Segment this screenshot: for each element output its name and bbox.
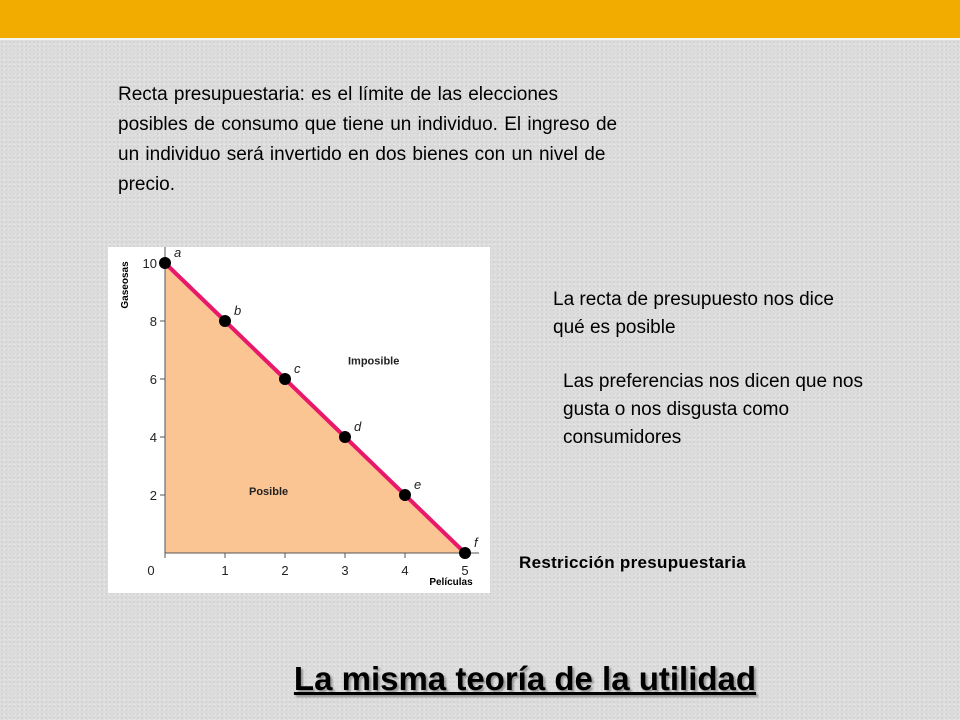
data-point-label-f: f: [474, 535, 478, 550]
x-tick-label: 5: [461, 563, 469, 578]
data-point-label-c: c: [294, 361, 301, 376]
x-axis-label: Películas: [429, 577, 473, 588]
chart-caption: Restricción presupuestaria: [519, 553, 746, 572]
data-point-c: [279, 373, 291, 385]
preferences-note: Las preferencias nos dicen que nos gusta o nos disgusta como consumidores: [563, 371, 863, 448]
budget-chart: [108, 247, 490, 593]
data-point-label-e: e: [414, 477, 422, 492]
region-label-imposible: Imposible: [348, 355, 400, 368]
x-tick-label: 4: [401, 563, 409, 578]
x-tick-label: 3: [341, 563, 349, 578]
data-point-label-a: a: [174, 247, 182, 260]
data-point-label-b: b: [234, 303, 242, 318]
x-tick-label: 0: [147, 563, 155, 578]
intro-text: Recta presupuestaria: es el límite de las elecciones posibles de consumo que tiene un individuo. El ingreso de un individuo será invertido en dos bienes con un nivel de precio.: [118, 84, 618, 195]
data-point-a: [159, 257, 171, 269]
slide-title: La misma teoría de la utilidad: [293, 660, 757, 697]
data-point-f: [459, 547, 471, 559]
data-point-e: [399, 489, 411, 501]
data-point-label-d: d: [354, 419, 362, 434]
data-point-b: [219, 315, 231, 327]
header-divider: [0, 38, 960, 40]
region-label-posible: Posible: [249, 486, 289, 498]
x-tick-label: 1: [221, 563, 229, 578]
y-tick-label: 6: [149, 372, 157, 387]
y-tick-label: 2: [149, 488, 157, 503]
header-bar: [0, 0, 960, 38]
budget-line-note: La recta de presupuesto nos dice qué es posible: [553, 289, 834, 338]
y-axis-label: Gaseosas: [120, 261, 131, 309]
y-tick-label: 4: [149, 430, 157, 445]
data-point-d: [339, 431, 351, 443]
budget-chart-panel: [108, 247, 490, 593]
y-tick-label: 8: [149, 314, 157, 329]
x-tick-label: 2: [281, 563, 289, 578]
y-tick-label: 10: [142, 256, 157, 271]
